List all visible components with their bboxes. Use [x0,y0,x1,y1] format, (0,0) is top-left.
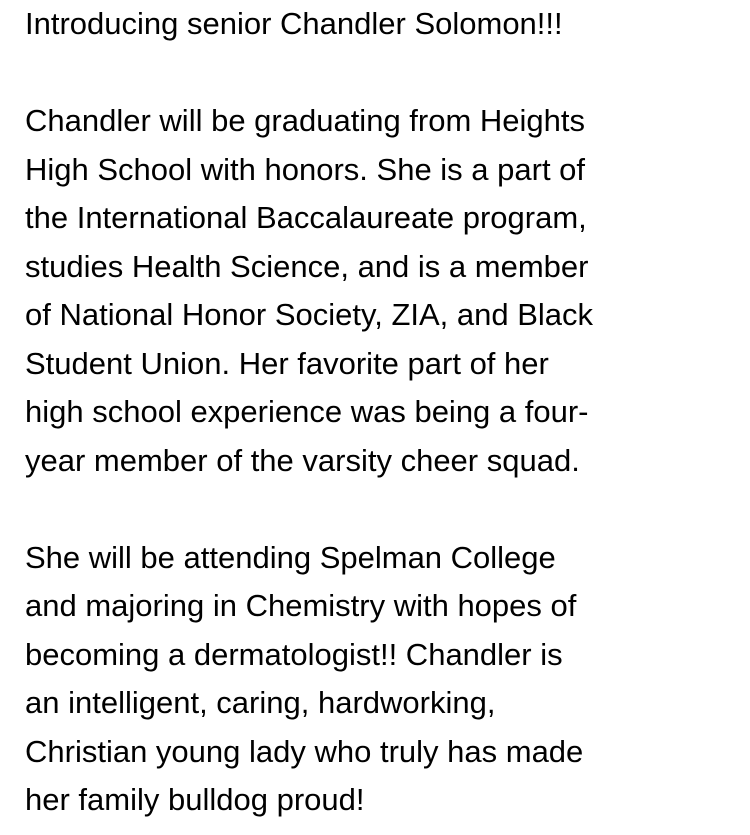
note-body [25,0,740,825]
text-line: year member of the varsity cheer squad. [25,442,580,478]
text-line: the International Baccalaureate program, [25,200,587,235]
text-line: becoming a dermatologist!! Chandler is [25,636,563,672]
text-line: She will be attending Spelman College [25,539,556,575]
text-line: Student Union. Her favorite part of her [25,345,549,381]
paragraph-spacer [25,485,740,534]
text-line: of National Honor Society, ZIA, and Black [25,297,594,332]
note-heading: Introducing senior Chandler Solomon!!! [25,6,563,41]
paragraph-spacer [25,49,740,98]
text-line: an intelligent, caring, hardworking, [25,685,496,720]
paragraph-1 [25,97,740,485]
text-line: her family bulldog proud! [25,782,365,817]
paragraph-2 [25,534,740,825]
text-line: and majoring in Chemistry with hopes of [25,588,577,623]
text-line: studies Health Science, and is a member [25,248,589,284]
text-line: Christian young lady who truly has made [25,733,584,769]
text-line: Chandler will be graduating from Heights [25,103,586,138]
text-line: High School with honors. She is a part of [25,151,586,187]
text-line: high school experience was being a four- [25,394,589,429]
